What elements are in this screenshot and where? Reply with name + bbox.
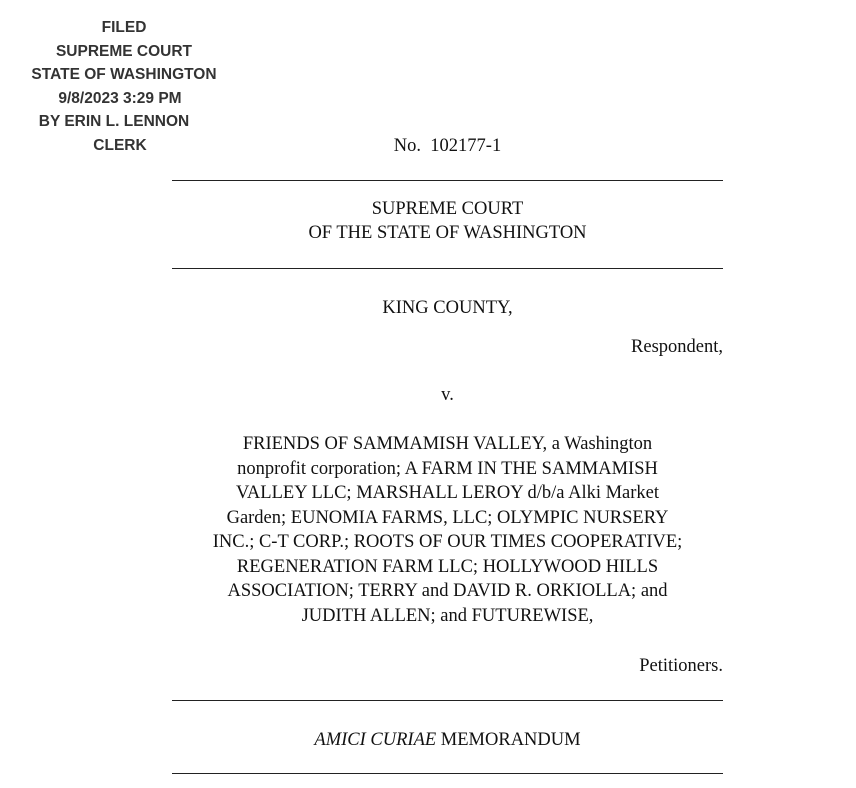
petitioners-role: Petitioners. (639, 656, 723, 676)
stamp-line-clerk-name: BY ERIN L. LENNON (38, 113, 190, 131)
petitioners-list (172, 432, 723, 628)
stamp-line-clerk: CLERK (93, 136, 147, 154)
document-title-rest: MEMORANDUM (436, 730, 581, 750)
petitioners-line: Garden; EUNOMIA FARMS, LLC; OLYMPIC NURSERY (226, 507, 669, 528)
respondent-role: Respondent, (631, 337, 723, 357)
stamp-line-court: SUPREME COURT (55, 42, 193, 60)
divider-title-top (172, 700, 723, 701)
petitioners-line: FRIENDS OF SAMMAMISH VALLEY, a Washington (242, 434, 653, 454)
court-name-line1: SUPREME COURT (371, 199, 524, 219)
document-title-italic: AMICI CURIAE (314, 730, 437, 750)
petitioners-line: VALLEY LLC; MARSHALL LEROY d/b/a Alki Market (235, 483, 660, 503)
court-name-line2: OF THE STATE OF WASHINGTON (308, 223, 587, 243)
case-number: No. 102177-1 (393, 136, 502, 156)
divider-bottom (172, 773, 723, 774)
petitioners-line: nonprofit corporation; A FARM IN THE SAMMAMISH (237, 458, 658, 479)
stamp-line-filed: FILED (101, 19, 147, 36)
petitioners-line: ASSOCIATION; TERRY and DAVID R. ORKIOLLA; and (227, 581, 668, 601)
petitioners-line: INC.; C-T CORP.; ROOTS OF OUR TIMES COOPERATIVE; (212, 532, 683, 552)
stamp-line-state: STATE OF WASHINGTON (31, 66, 217, 84)
stamp-line-datetime: 9/8/2023 3:29 PM (58, 89, 182, 107)
petitioners-line: REGENERATION FARM LLC; HOLLYWOOD HILLS (236, 556, 659, 577)
versus: v. (441, 385, 454, 405)
respondent-name: KING COUNTY, (382, 298, 513, 318)
divider-court (172, 268, 723, 269)
document-title (172, 728, 723, 753)
petitioners-line: JUDITH ALLEN; and FUTUREWISE, (301, 605, 594, 626)
divider-top (172, 180, 723, 181)
